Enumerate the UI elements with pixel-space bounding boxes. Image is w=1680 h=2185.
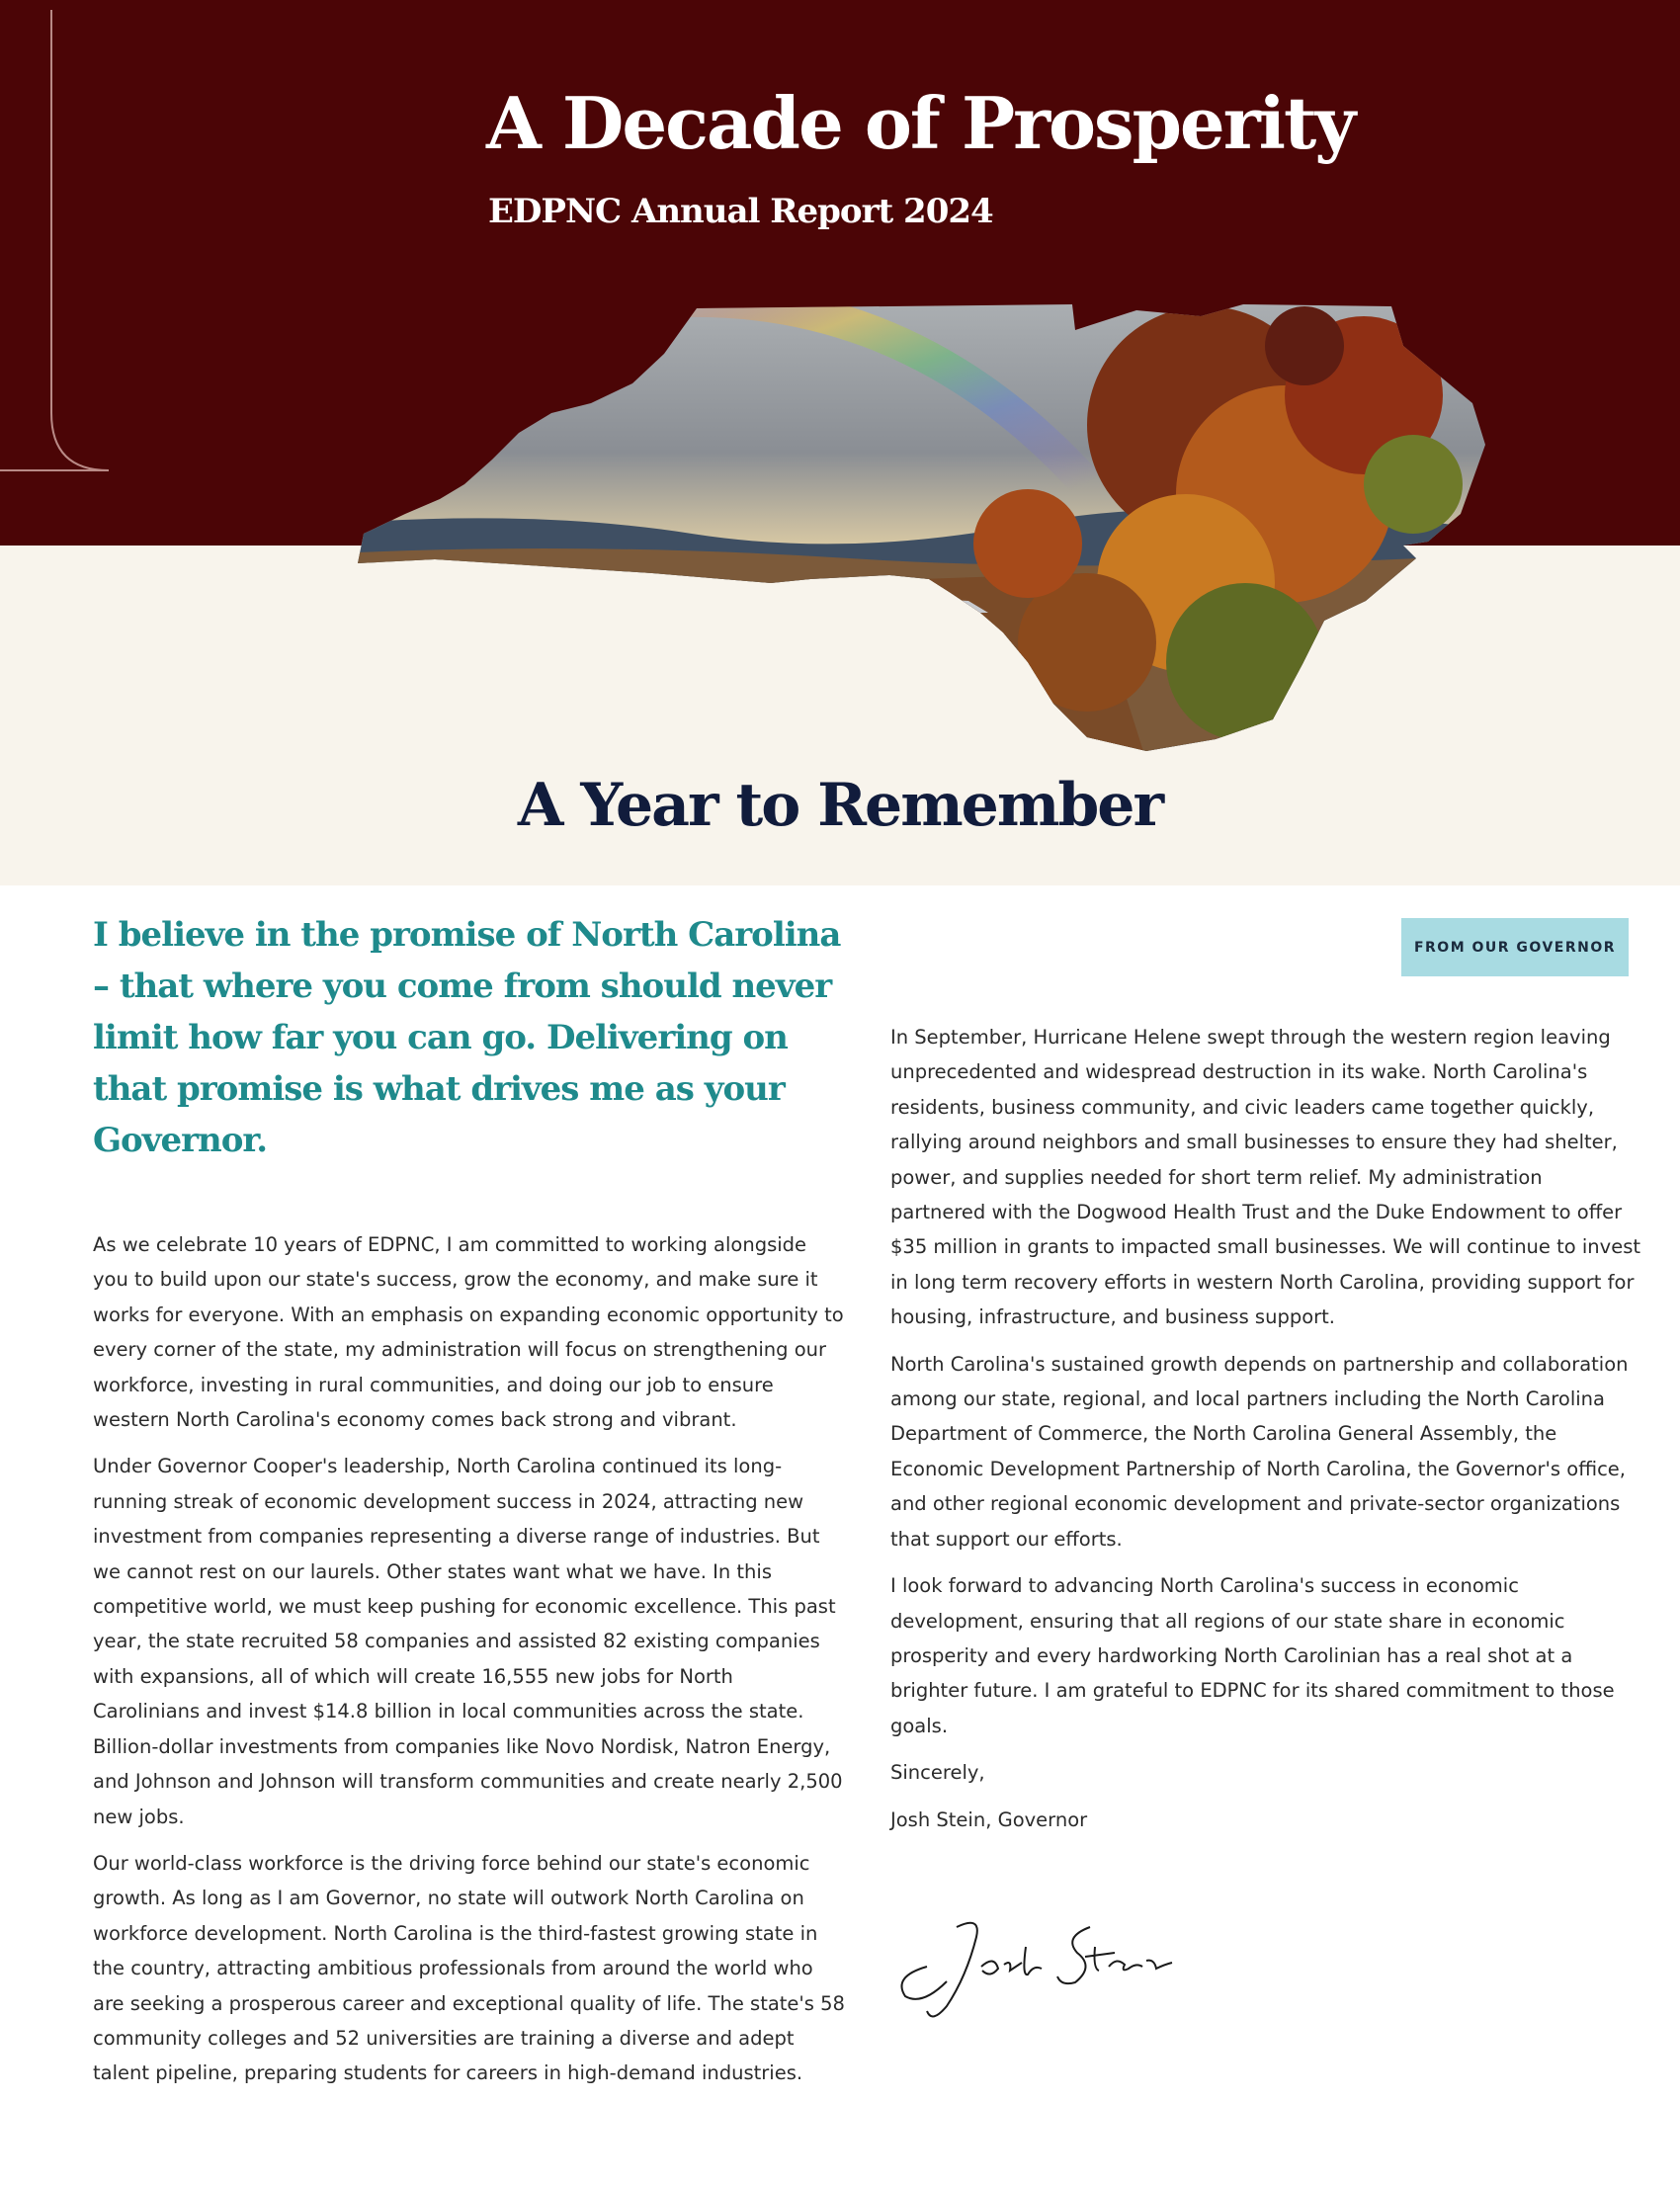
right-paragraph: I look forward to advancing North Carolina's success in economic development, ensuring that all regions of our state share in economic prosperity and every hardworking North Carolinian has a real shot at a brighter future. I am grateful to EDPNC for its shared commitment to those goals.	[890, 1574, 1615, 1737]
page-title: A Decade of Prosperity	[486, 81, 1355, 165]
left-paragraph: As we celebrate 10 years of EDPNC, I am committed to working alongside you to build upon our state's success, grow the economy, and make sure it works for everyone. With an emphasis on expanding economic opportunity to every corner of the state, my administration will focus on strengthening our workforce, investing in rural communities, and doing our job to ensure western North Carolina's economy comes back strong and vibrant.	[93, 1233, 844, 1432]
left-paragraph: Our world-class workforce is the driving force behind our state's economic growth. As long as I am Governor, no state will outwork North Carolina on workforce development. North Carolina is the third-fastest growing state in the country, attracting ambitious professionals from around the world who are seeking a prosperous career and exceptional quality of life. The state's 58 community colleges and 52 universities are training a diverse and adept talent pipeline, preparing students for careers in high-demand industries.	[93, 1851, 845, 2085]
section-badge: FROM OUR GOVERNOR	[1401, 918, 1629, 976]
section-title: A Year to Remember	[517, 771, 1163, 840]
governor-quote: I believe in the promise of North Carolina – that where you come from should never limit how far you can go. Delivering on that promise is what drives me as your Governor.	[93, 915, 841, 1160]
signatory-name: Josh Stein, Governor	[890, 1807, 1088, 1831]
north-carolina-landscape-map	[336, 287, 1522, 761]
right-paragraph: In September, Hurricane Helene swept through the western region leaving unprecedented and widespread destruction in its wake. North Carolina's residents, business community, and civic leaders came together quickly, rallying around neighbors and small businesses to ensure they had shelter, power, and supplies needed for short term relief. My administration partnered with the Dogwood Health Trust and the Duke Endowment to offer $35 million in grants to impacted small businesses. We will continue to invest in long term recovery efforts in western North Carolina, providing support for housing, infrastructure, and business support.	[890, 1026, 1641, 1329]
letter-right-column	[890, 1020, 1643, 1849]
right-paragraph: North Carolina's sustained growth depends on partnership and collaboration among our state, regional, and local partners including the North Carolina Department of Commerce, the North Carolina General Assembly, the Economic Development Partnership of North Carolina, the Governor's office, and other regional economic development and private-sector organizations that support our efforts.	[890, 1352, 1629, 1551]
governor-signature	[887, 1907, 1174, 2036]
left-paragraph: Under Governor Cooper's leadership, North Carolina continued its long-running streak of economic development success in 2024, attracting new investment from companies representing a diverse range of industries. But we cannot rest on our laurels. Other states want what we have. In this competitive world, we must keep pushing for economic excellence. This past year, the state recruited 58 companies and assisted 82 existing companies with expansions, all of which will create 16,555 new jobs for North Carolinians and invest $14.8 billion in local communities across the state. Billion-dollar investments from companies like Novo Nordisk, Natron Energy, and Johnson and Johnson will transform communities and create nearly 2,500 new jobs.	[93, 1455, 843, 1828]
letter-left-column	[93, 1227, 846, 2103]
report-subtitle: EDPNC Annual Report 2024	[488, 192, 993, 231]
sign-off: Sincerely,	[890, 1761, 985, 1785]
